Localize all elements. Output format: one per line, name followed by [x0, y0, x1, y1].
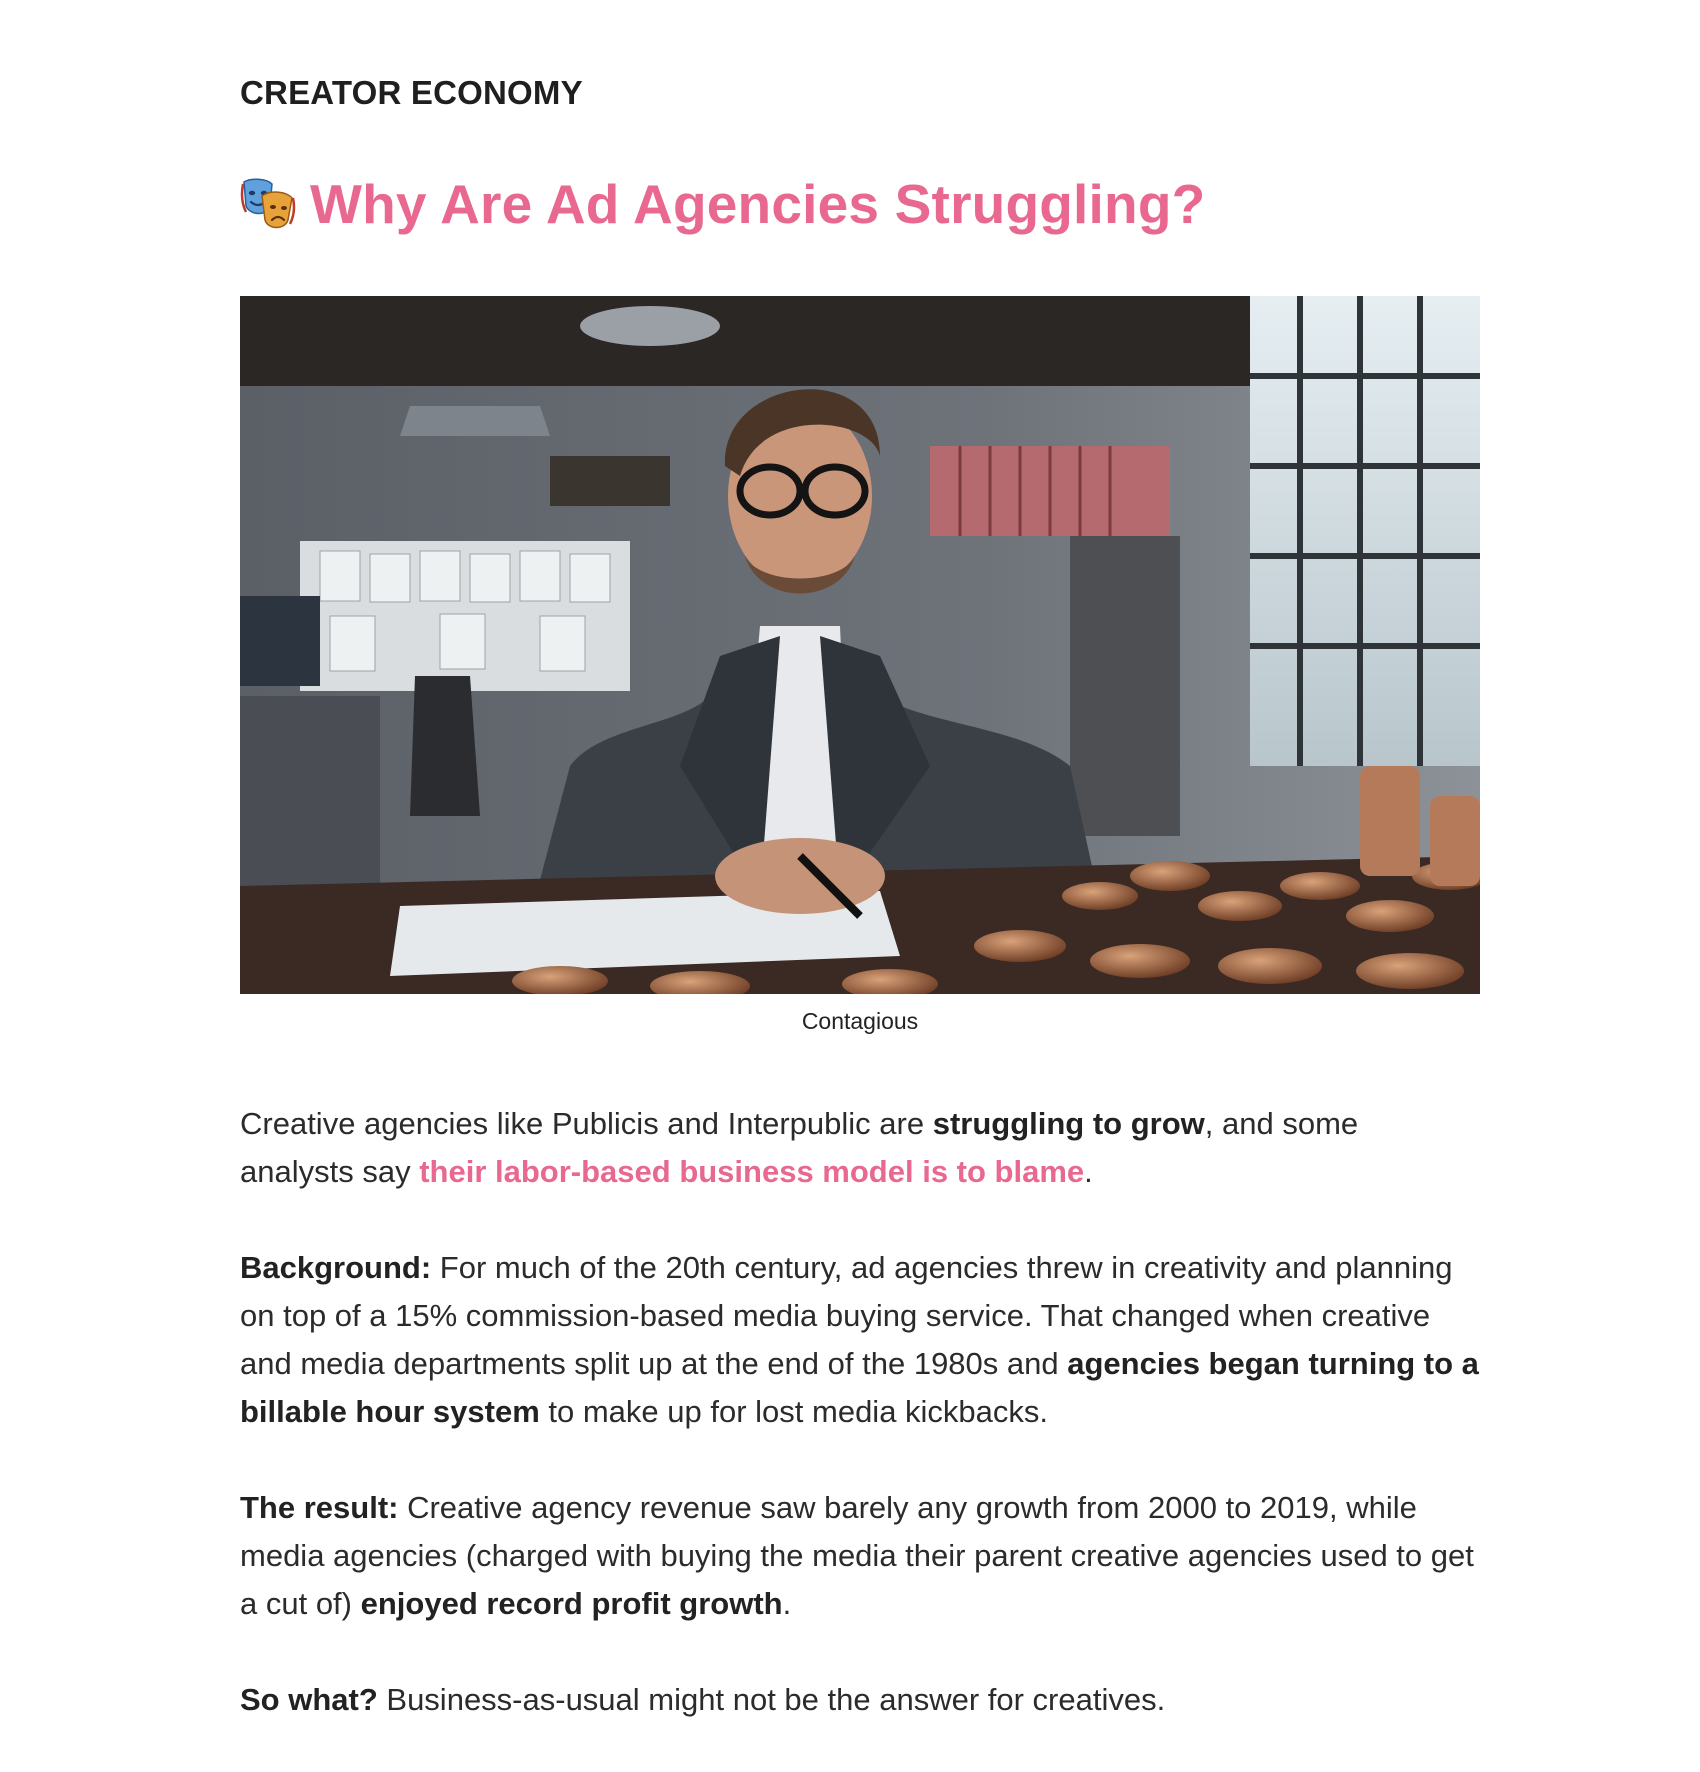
- p3-text-2: .: [782, 1586, 792, 1621]
- paragraph-background: [240, 1244, 1480, 1436]
- article-body: [240, 1100, 1480, 1772]
- p1-text-1: Creative agencies like Publicis and Interpublic are: [240, 1106, 933, 1141]
- p3-bold-1: enjoyed record profit growth: [360, 1586, 783, 1621]
- image-caption: Contagious: [801, 1008, 919, 1034]
- headline-text[interactable]: Why Are Ad Agencies Struggling?: [310, 173, 1206, 235]
- p1-bold-1: struggling to grow: [932, 1106, 1205, 1141]
- p3-lead: The result:: [240, 1490, 399, 1525]
- section-label[interactable]: CREATOR ECONOMY: [240, 74, 583, 111]
- p3-text-1: Creative agency revenue saw barely any growth from 2000 to 2019, while media agencies (charged with buying the media their parent creative agencies used to get a cut of): [240, 1490, 1474, 1621]
- p2-bold-1: agencies began turning to a billable hour system: [240, 1346, 1479, 1429]
- paragraph-result: [240, 1484, 1480, 1628]
- labor-model-link[interactable]: their labor-based business model is to blame: [419, 1154, 1085, 1189]
- p1-text-2: , and some analysts say: [240, 1106, 1359, 1189]
- paragraph-so-what: [240, 1676, 1480, 1724]
- hero-figure: [240, 296, 1480, 1035]
- p2-text-2: to make up for lost media kickbacks.: [539, 1394, 1049, 1429]
- p1-text-3: .: [1084, 1154, 1093, 1189]
- p2-text-1: For much of the 20th century, ad agencies threw in creativity and planning on top of a 15% commission-based media buying service. That changed when creative and media departments split up at the end of the 1980s and: [240, 1250, 1453, 1381]
- p4-lead: So what?: [240, 1682, 378, 1717]
- p2-lead: Background:: [240, 1250, 432, 1285]
- p4-text-1: Business-as-usual might not be the answer for creatives.: [377, 1682, 1166, 1717]
- hero-image: [240, 296, 1480, 994]
- headline: [240, 172, 1205, 236]
- paragraph-intro: [240, 1100, 1480, 1196]
- performing-arts-masks-icon: [240, 176, 296, 232]
